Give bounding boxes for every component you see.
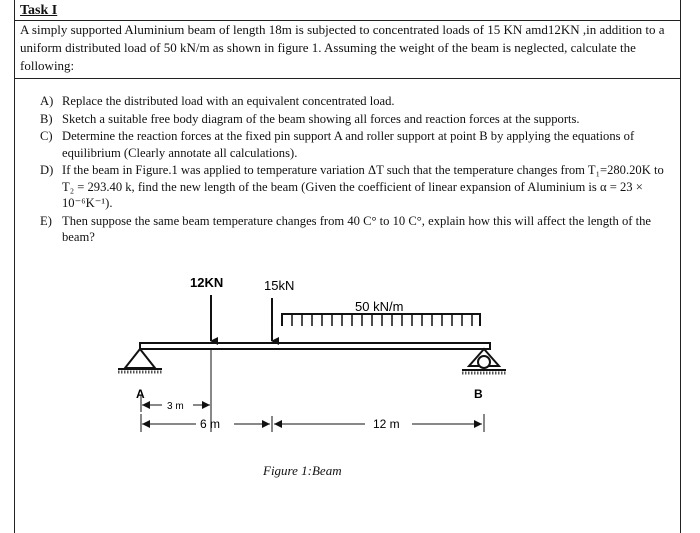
question-label: D): [40, 163, 54, 177]
question-text: Replace the distributed load with an equivalent concentrated load.: [62, 94, 395, 108]
beam: [140, 343, 490, 349]
dim-6m-label: 6 m: [200, 417, 221, 431]
dim-3m-label: 3 m: [167, 401, 184, 412]
support-b-label: B: [474, 387, 483, 401]
question-label: A): [40, 94, 54, 108]
task-title: Task I: [20, 3, 58, 18]
question-text: Then suppose the same beam temperature changes from 40 C° to 10 C°, explain how this will affect the length of the beam?: [62, 213, 651, 244]
support-a-label: A: [136, 387, 145, 401]
roller-support-b: [462, 349, 506, 373]
udl-label: 50 kN/m: [355, 299, 404, 314]
question-label: C): [40, 129, 53, 143]
question-text: Sketch a suitable free body diagram of the beam showing all forces and reaction forces at the supports.: [62, 111, 580, 126]
udl-load: [282, 314, 480, 326]
pin-support-a: [118, 349, 162, 372]
question-text: Determine the reaction forces at the fixed pin support A and roller support at point B by applying the equations of equilibrium (Clearly annotate all calculations).: [62, 129, 635, 160]
load-15kn-label: 15kN: [264, 278, 295, 293]
dim-12m-label: 12 m: [373, 417, 400, 431]
load-12kn-label: 12KN: [190, 275, 224, 290]
task-intro: A simply supported Aluminium beam of length 18m is subjected to concentrated loads of 15 KN amd12KN ,in addition to a uniform distributed load of 50 kN/m as shown in figure 1. Assuming the weight of the beam is neglected, calculate the following:: [20, 22, 665, 73]
question-text: If the beam in Figure.1 was applied to temperature variation ΔT such that the temperature changes from T₁=280.20K to T₂ = 293.40 k, find the new length of the beam (Given the coefficient of linear expansion of Aluminium is α = 23 × 10⁻⁶K⁻¹).: [62, 163, 664, 210]
question-label: E): [40, 213, 52, 228]
figure-caption: Figure 1:Beam: [263, 463, 342, 478]
question-label: B): [40, 111, 53, 126]
